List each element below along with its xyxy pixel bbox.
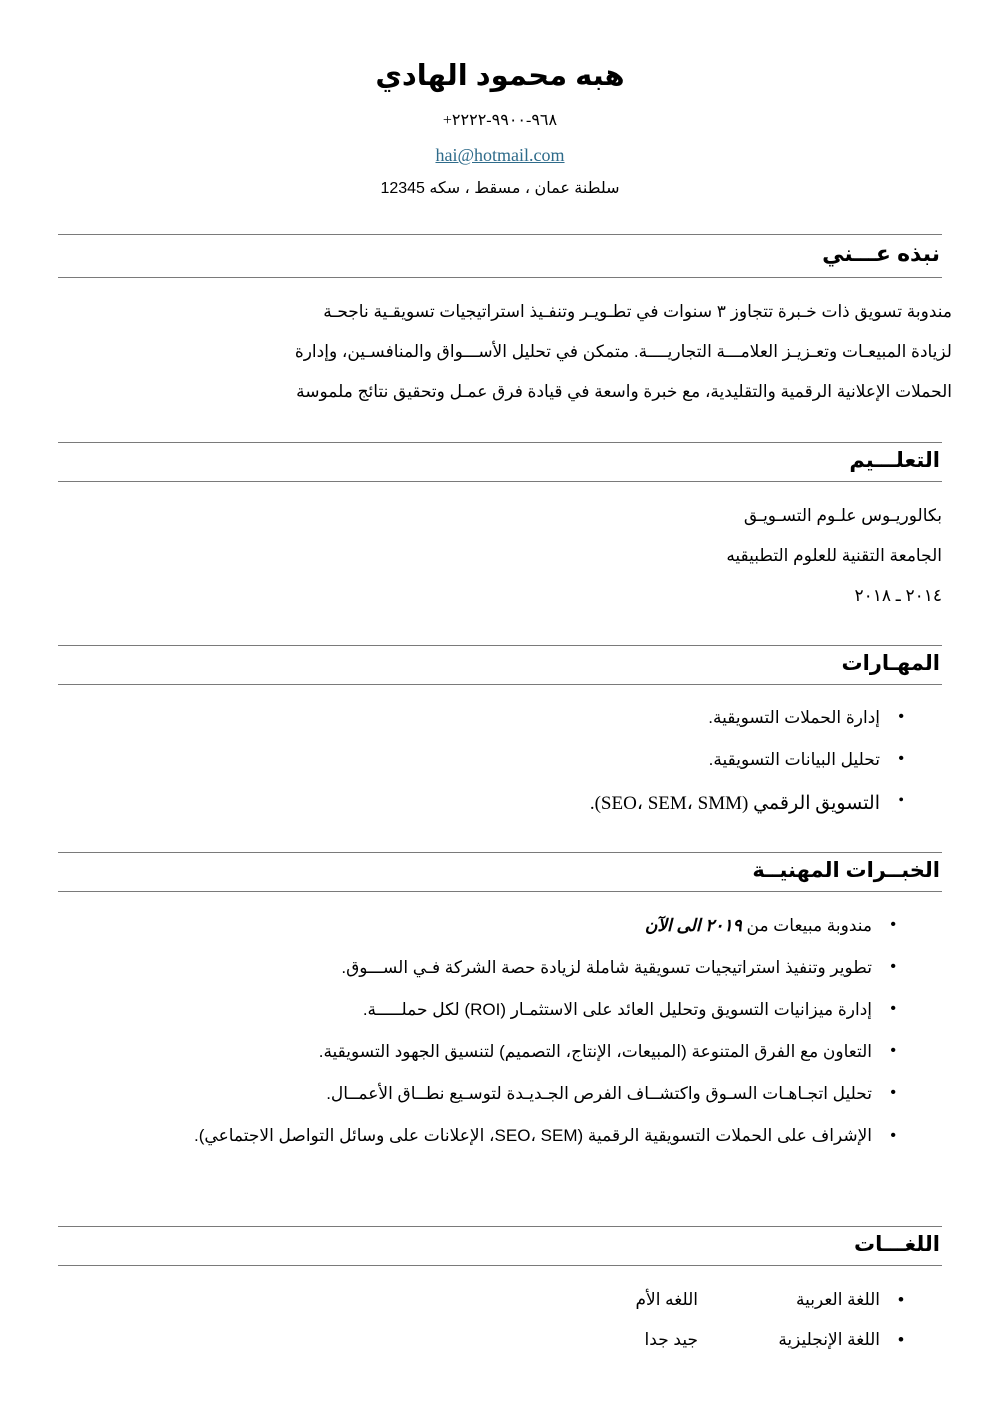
bullet-marker: • — [890, 1000, 896, 1017]
languages-title: اللغـــات — [853, 1233, 940, 1256]
university: الجامعة التقنية للعلوم التطبيقيه — [726, 546, 942, 565]
job-period: ٢٠١٩ الى الآن — [644, 916, 742, 935]
skills-list — [172, 708, 942, 834]
education-section-header — [58, 442, 942, 482]
list-item: • إدارة ميزانيات التسويق وتحليل العائد على الاستثمـار (ROI) لكل حملـــــة. — [362, 1000, 896, 1019]
about-line: لزيادة المبيعـات وتعـزيـز العلامـــة التجاريــــة. متمكن في تحليل الأســـواق والمنافسـين، وإدارة — [294, 342, 952, 361]
candidate-name: هبه محمود الهادي — [375, 60, 625, 92]
language-name: اللغة العربية — [795, 1290, 880, 1309]
language-level: اللغه الأم — [635, 1290, 698, 1309]
address: سلطنة عمان ، مسقط ، سكه 12345 — [380, 180, 620, 197]
education-years: ٢٠١٤ ـ ٢٠١٨ — [854, 586, 942, 605]
about-line: مندوبة تسويق ذات خـبرة تتجاوز ٣ سنوات في تطـويـر وتنفـيذ استراتيجيات تسويقـية ناجحـة — [323, 302, 952, 321]
language-name: اللغة الإنجليزية — [778, 1330, 880, 1349]
experience-title: الخبــرات المهنيــة — [752, 859, 940, 882]
experience-section-header — [58, 852, 942, 892]
skills-title: المهـارات — [841, 652, 940, 675]
list-item — [164, 916, 934, 958]
list-item: • إدارة الحملات التسويقية. — [708, 708, 904, 727]
bullet-marker: • — [890, 1127, 896, 1144]
about-line: الحملات الإعلانية الرقمية والتقليدية، مع خبرة واسعة في قيادة فرق عمـل وتحقيق نتائج ملموسة — [296, 382, 952, 401]
job-role: مندوبة مبيعات من — [746, 916, 872, 935]
bullet-marker: • — [898, 792, 904, 809]
list-item: • تحليل البيانات التسويقية. — [708, 750, 904, 769]
email-link[interactable]: hai@hotmail.com — [435, 145, 565, 165]
about-paragraph — [244, 292, 952, 412]
skills-section-header — [58, 645, 942, 685]
bullet-marker: • — [890, 1042, 896, 1059]
bullet-marker: • — [898, 1290, 904, 1309]
bullet-marker: • — [898, 750, 904, 767]
list-item: • تطوير وتنفيذ استراتيجيات تسويقية شاملة لزيادة حصة الشركة فـي الســـوق. — [341, 958, 896, 977]
bullet-marker: • — [890, 1084, 896, 1101]
list-item: • الإشراف على الحملات التسويقية الرقمية (SEO، SEM، الإعلانات على وسائل التواصل الاجتماعي). — [164, 1116, 934, 1156]
bullet-marker: • — [890, 958, 896, 975]
language-level: جيد جدا — [644, 1330, 698, 1349]
experience-list — [164, 916, 934, 1156]
bullet-marker: • — [898, 1330, 904, 1349]
bullet-marker: • — [890, 916, 896, 933]
about-section-header — [58, 234, 942, 278]
about-title: نبذه عـــني — [822, 241, 940, 266]
list-item: • تحليل اتجـاهـات السـوق واكتشــاف الفرص الجـديـدة لتوسـيع نطــاق الأعمــال. — [326, 1084, 896, 1103]
degree: بكالوريـوس علـوم التسـويـق — [743, 506, 942, 525]
languages-section-header — [58, 1226, 942, 1266]
list-item: • التسويق الرقمي (SEO، SEM، SMM). — [589, 792, 904, 814]
list-item: • التعاون مع الفرق المتنوعة (المبيعات، الإنتاج، التصميم) لتنسيق الجهود التسويقية. — [318, 1042, 896, 1061]
education-title: التعلـــيم — [849, 449, 940, 472]
bullet-marker: • — [898, 708, 904, 725]
phone-number: +٩٦٨-٩٩٠٠-٢٢٢٢ — [442, 112, 558, 129]
